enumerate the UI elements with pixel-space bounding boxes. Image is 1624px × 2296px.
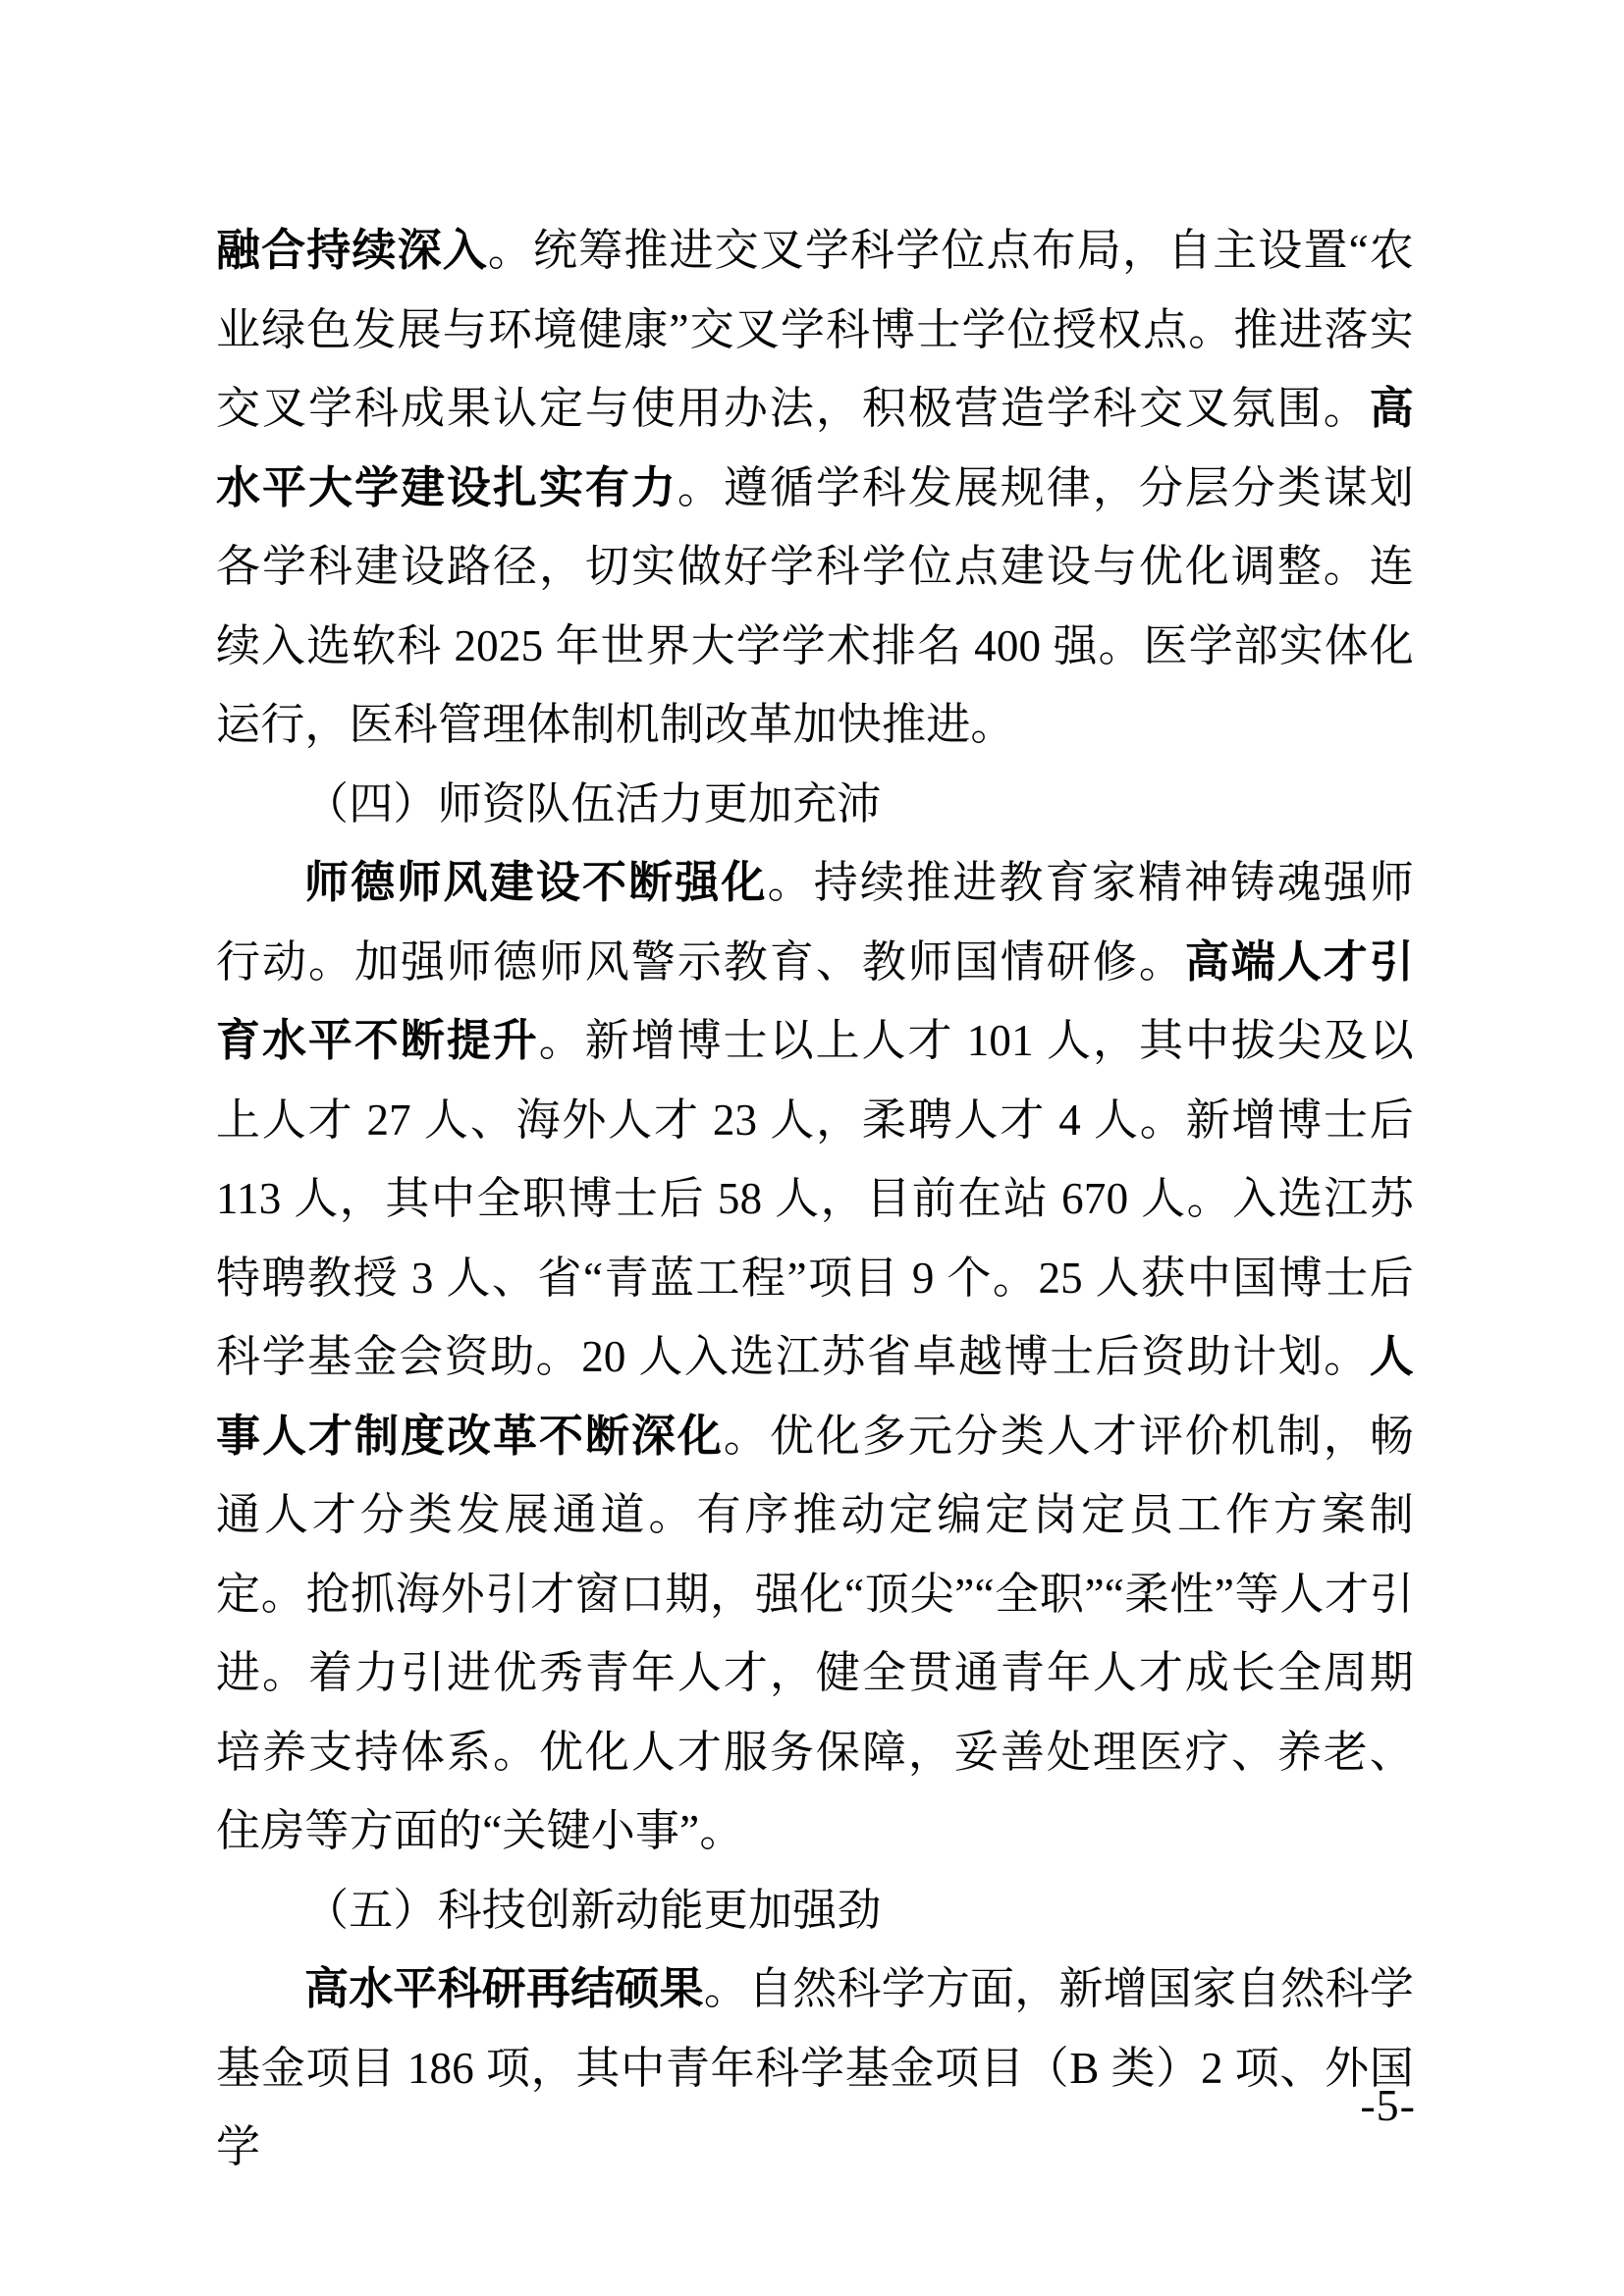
body-text-run: 。新增博士以上人才 101 人，其中拔尖及以上人才 27 人、海外人才 23 人，柔聘人才 4 人。新增博士后 113 人，其中全职博士后 58 人，目前在站 670 人。入选江苏特聘教授 3 人、省“青蓝工程”项目 9 个。25 人获中国博士后科学基金会资助。20 人入选江苏省卓越博士后资助计划。 <box>216 1016 1414 1381</box>
emphasis-text-run: 融合持续深入 <box>216 226 488 275</box>
body-text-run: 。自然科学方面，新增国家自然科学基金项目 186 项，其中青年科学基金项目（B 类）2 项、外国学 <box>216 1964 1415 2171</box>
paragraph <box>216 1949 1414 2187</box>
paragraph <box>216 843 1414 1871</box>
body-text-run: 。统筹推进交叉学科学位点布局，自主设置“农业绿色发展与环境健康”交叉学科博士学位授权点。推进落实交叉学科成果认定与使用办法，积极营造学科交叉氛围。 <box>216 226 1414 433</box>
section-heading: （四）师资队伍活力更加充沛 <box>304 778 882 828</box>
emphasis-text-run: 师德师风建设不断强化 <box>304 858 768 907</box>
document-body <box>216 211 1414 2187</box>
page-number: -5- <box>1360 2080 1416 2130</box>
emphasis-text-run: 高端人才引育水平不断提升 <box>216 936 1414 1065</box>
body-text-run: 。优化多元分类人才评价机制，畅通人才分类发展通道。有序推动定编定岗定员工作方案制定。抢抓海外引才窗口期，强化“顶尖”“全职”“柔性”等人才引进。着力引进优秀青年人才，健全贯通青年人才成长全周期培养支持体系。优化人才服务保障，妥善处理医疗、养老、住房等方面的“关键小事”。 <box>216 1411 1414 1855</box>
body-text-run: 。遵循学科发展规律，分层分类谋划各学科建设路径，切实做好学科学位点建设与优化调整。连续入选软科 2025 年世界大学学术排名 400 强。医学部实体化运行，医科管理体制机制改革加快推进。 <box>216 462 1414 749</box>
body-text-run: 。持续推进教育家精神铸魂强师行动。加强师德师风警示教育、教师国情研修。 <box>216 858 1414 987</box>
emphasis-text-run: 高水平科研再结硕果 <box>304 1964 704 2013</box>
emphasis-text-run: 人事人才制度改革不断深化 <box>216 1332 1414 1461</box>
section-heading: （五）科技创新动能更加强劲 <box>304 1885 882 1935</box>
emphasis-text-run: 高水平大学建设扎实有力 <box>216 384 1414 512</box>
paragraph <box>216 211 1414 765</box>
